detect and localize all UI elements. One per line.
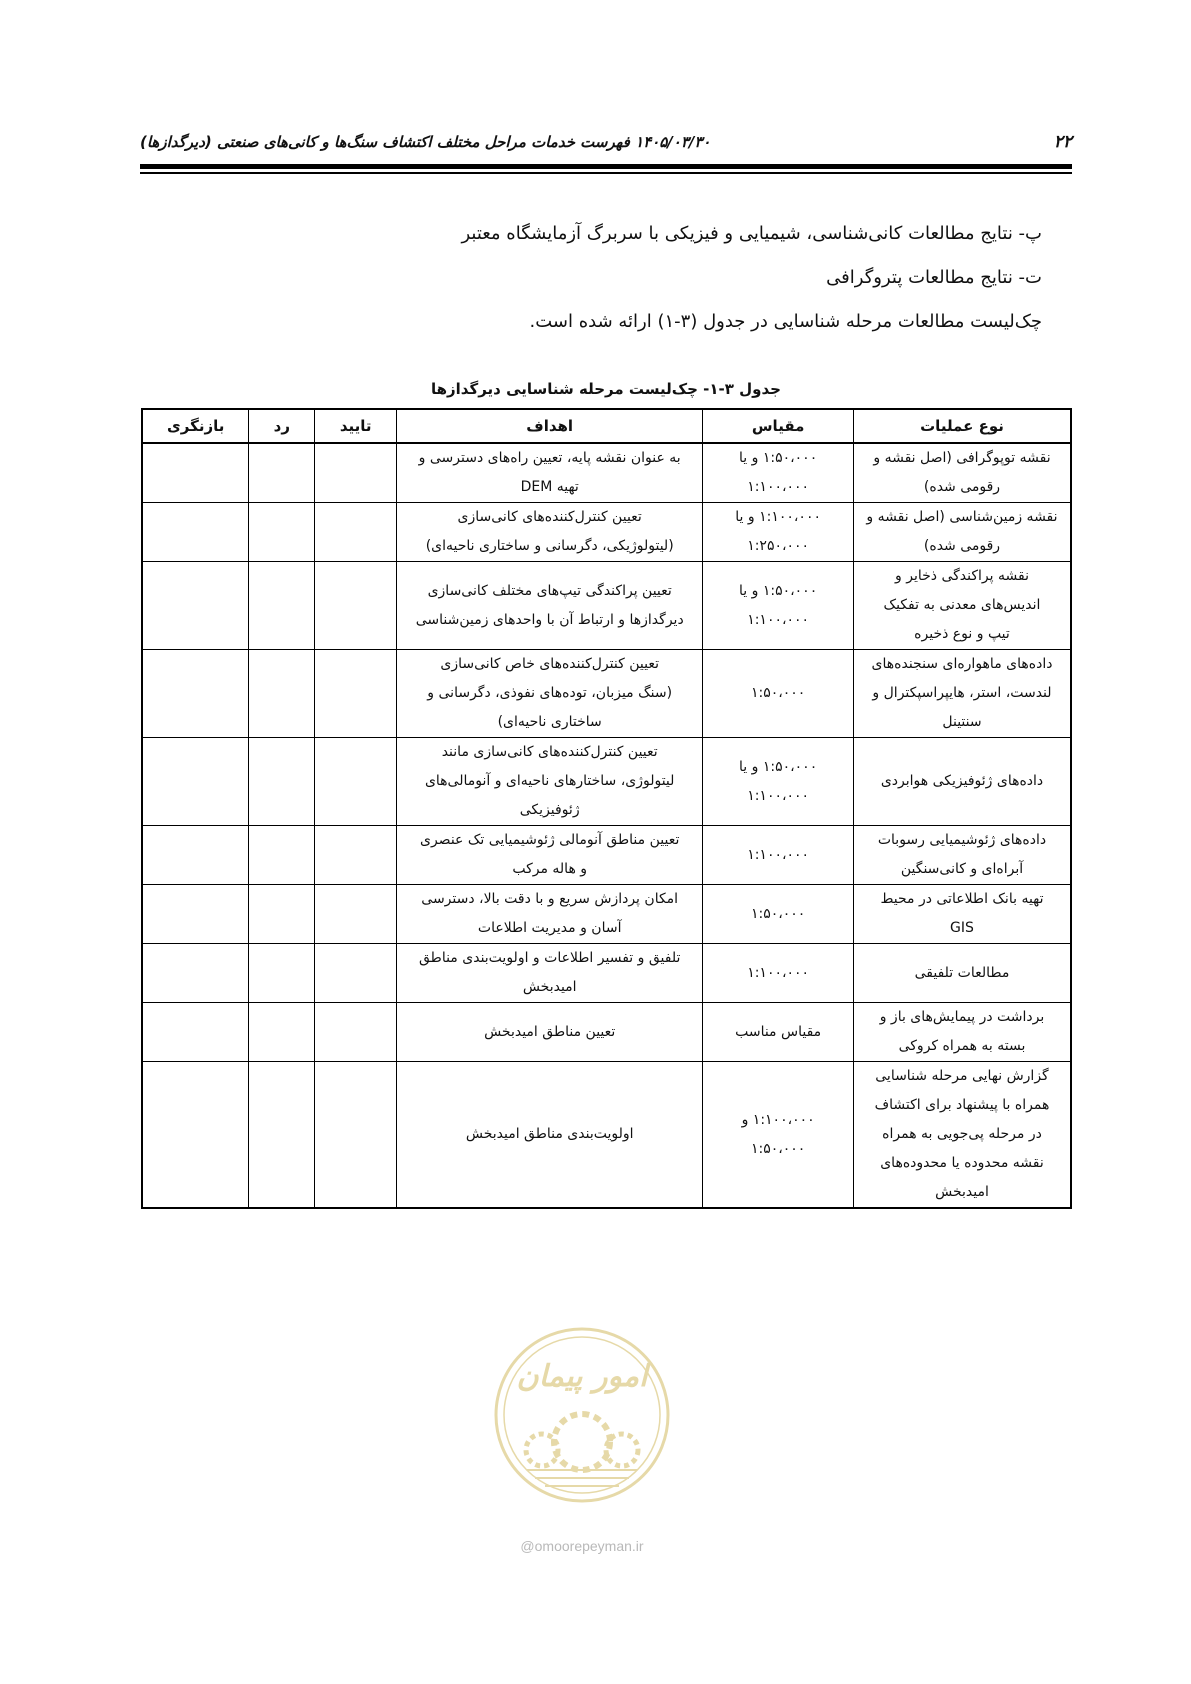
cell-operation	[853, 826, 1071, 885]
cell-goal-line: امکان پردازش سریع و با دقت بالا، دسترسی	[421, 891, 679, 907]
cell-scale	[703, 738, 854, 826]
cell-goal-line: تهیه DEM	[520, 479, 579, 495]
cell-operation-line: تیپ و نوع ذخیره	[914, 626, 1010, 642]
cell-goal-line: تعیین مناطق آنومالی ژئوشیمیایی تک عنصری	[420, 832, 680, 848]
cell-reject[interactable]	[249, 944, 315, 1003]
cell-review[interactable]	[142, 1062, 249, 1209]
cell-operation-line: تهیه بانک اطلاعاتی در محیط	[880, 891, 1044, 907]
cell-scale	[703, 443, 854, 503]
header-goal: اهداف	[397, 409, 703, 443]
cell-operation-line: در مرحله پی‌جویی به همراه	[882, 1126, 1042, 1142]
cell-reject[interactable]	[249, 1003, 315, 1062]
cell-goal-line: (سنگ میزبان، توده‌های نفوذی، دگرسانی و	[427, 685, 673, 701]
table-header-row	[142, 409, 1071, 443]
cell-scale-line: ۱:۱۰۰،۰۰۰ و	[741, 1111, 815, 1128]
cell-scale-line: ۱:۱۰۰،۰۰۰	[747, 787, 810, 804]
cell-goal-line: تلفیق و تفسیر اطلاعات و اولویت‌بندی مناطق	[419, 950, 681, 966]
cell-scale-line: ۱:۱۰۰،۰۰۰ و یا	[735, 509, 821, 525]
cell-operation-line: اندیس‌های معدنی به تفکیک	[883, 597, 1041, 613]
cell-operation-line: آبراه‌ای و کانی‌سنگین	[900, 861, 1024, 877]
cell-goal	[397, 503, 703, 562]
cell-scale-line: مقیاس مناسب	[735, 1023, 822, 1040]
cell-reject[interactable]	[249, 826, 315, 885]
cell-approve[interactable]	[315, 1062, 397, 1209]
table-row	[142, 443, 1071, 503]
gear-icon	[554, 1414, 610, 1470]
cell-approve[interactable]	[315, 1003, 397, 1062]
cell-goal-line: تعیین مناطق امیدبخش	[484, 1023, 616, 1040]
cell-operation	[853, 1003, 1071, 1062]
cell-goal	[397, 826, 703, 885]
cell-operation-line: لندست، استر، هایپراسپکترال و	[872, 685, 1052, 701]
cell-scale-line: ۱:۵۰،۰۰۰ و یا	[739, 758, 818, 775]
cell-operation-line: سنتینل	[942, 714, 982, 730]
cell-scale-line: ۱:۵۰،۰۰۰	[750, 1140, 806, 1157]
cell-operation-line: نقشه توپوگرافی (اصل نقشه و	[873, 450, 1051, 466]
cell-approve[interactable]	[315, 650, 397, 738]
cell-goal	[397, 885, 703, 944]
watermark-logo	[487, 1320, 677, 1510]
cell-operation-line: داده‌های ژئوفیزیکی هوابردی	[880, 773, 1044, 789]
cell-approve[interactable]	[315, 503, 397, 562]
cell-operation-line: مطالعات تلفیقی	[914, 964, 1010, 981]
cell-operation-line: نقشه زمین‌شناسی (اصل نقشه و	[866, 509, 1058, 525]
cell-operation	[853, 443, 1071, 503]
cell-goal-line: امیدبخش	[522, 979, 577, 995]
table-row	[142, 1062, 1071, 1209]
cell-goal	[397, 1003, 703, 1062]
header-rule-thin	[140, 172, 1072, 174]
header-reject: رد	[249, 409, 315, 443]
cell-review[interactable]	[142, 944, 249, 1003]
header-scale: مقیاس	[703, 409, 854, 443]
cell-scale	[703, 885, 854, 944]
cell-goal-line: دیرگدازها و ارتباط آن با واحدهای زمین‌شناسی	[415, 611, 684, 628]
header-approve: تایید	[315, 409, 397, 443]
list-item-p: پ- نتایج مطالعات کانی‌شناسی، شیمیایی و فیزیکی با سربرگ آزمایشگاه معتبر	[461, 223, 1042, 244]
body-paragraph: چک‌لیست مطالعات مرحله شناسایی در جدول (۳-۱) ارائه شده است.	[529, 311, 1042, 332]
cell-reject[interactable]	[249, 503, 315, 562]
cell-scale	[703, 1003, 854, 1062]
watermark-logo-text: امور پیمان	[516, 1359, 648, 1394]
table-body	[142, 443, 1071, 1208]
cell-review[interactable]	[142, 650, 249, 738]
cell-operation-line: بسته به همراه کروکی	[898, 1038, 1026, 1054]
checklist-table	[141, 408, 1072, 1209]
table-row	[142, 503, 1071, 562]
cell-approve[interactable]	[315, 738, 397, 826]
cell-reject[interactable]	[249, 1062, 315, 1209]
cell-scale	[703, 650, 854, 738]
cell-scale-line: ۱:۵۰،۰۰۰	[750, 685, 806, 701]
table-row	[142, 738, 1071, 826]
cell-approve[interactable]	[315, 562, 397, 650]
cell-goal-line: آسان و مدیریت اطلاعات	[477, 920, 622, 936]
header-review: بازنگری	[142, 409, 249, 443]
cell-operation-line: داده‌های ماهواره‌ای سنجنده‌های	[871, 656, 1053, 672]
cell-review[interactable]	[142, 826, 249, 885]
cell-reject[interactable]	[249, 738, 315, 826]
cell-scale	[703, 944, 854, 1003]
cell-scale	[703, 1062, 854, 1209]
watermark-site: @omoorepeyman.ir	[520, 1538, 644, 1554]
watermark-ring-icon	[496, 1329, 668, 1501]
cell-goal	[397, 650, 703, 738]
cell-scale-line: ۱:۵۰،۰۰۰ و یا	[739, 450, 818, 466]
cell-operation-line: GIS	[950, 920, 974, 936]
cell-goal	[397, 562, 703, 650]
cell-goal-line: لیتولوژی، ساختارهای ناحیه‌ای و آنومالی‌های	[424, 773, 675, 789]
header-operation: نوع عملیات	[853, 409, 1071, 443]
table-row	[142, 885, 1071, 944]
cell-goal-line: (لیتولوژیکی، دگرسانی و ساختاری ناحیه‌ای)	[425, 538, 674, 554]
cell-approve[interactable]	[315, 443, 397, 503]
cell-approve[interactable]	[315, 826, 397, 885]
cell-operation	[853, 944, 1071, 1003]
cell-goal-line: تعیین کنترل‌کننده‌های کانی‌سازی مانند	[441, 744, 658, 760]
table-row	[142, 562, 1071, 650]
cell-operation-line: نقشه پراکندگی ذخایر و	[895, 568, 1029, 584]
cell-operation-line: داده‌های ژئوشیمیایی رسوبات	[877, 832, 1047, 848]
cell-goal-line: تعیین کنترل‌کننده‌های کانی‌سازی	[457, 509, 642, 525]
cell-operation-line: رقومی شده)	[923, 538, 1001, 554]
cell-operation-line: رقومی شده)	[923, 479, 1001, 495]
cell-reject[interactable]	[249, 443, 315, 503]
cell-approve[interactable]	[315, 944, 397, 1003]
cell-scale-line: ۱:۱۰۰،۰۰۰	[747, 846, 810, 863]
cell-operation	[853, 1062, 1071, 1209]
page-header	[140, 128, 1072, 162]
cell-goal	[397, 738, 703, 826]
cell-reject[interactable]	[249, 650, 315, 738]
running-title: ۱۴۰۵/۰۳/۳۰ فهرست خدمات مراحل مختلف اکتشاف سنگ‌ها و کانی‌های صنعتی (دیرگدازها)	[140, 133, 711, 151]
cell-operation	[853, 738, 1071, 826]
cell-operation-line: امیدبخش	[935, 1184, 989, 1200]
page-number: ۲۲	[1053, 132, 1072, 152]
cell-review[interactable]	[142, 1003, 249, 1062]
cell-scale	[703, 503, 854, 562]
cell-scale-line: ۱:۵۰،۰۰۰	[750, 905, 806, 922]
cell-goal	[397, 1062, 703, 1209]
header-rule-thick	[140, 164, 1072, 169]
cell-scale-line: ۱:۱۰۰،۰۰۰	[747, 964, 810, 981]
body-text	[142, 212, 1042, 344]
cell-scale-line: ۱:۵۰،۰۰۰ و یا	[739, 582, 818, 599]
cell-reject[interactable]	[249, 562, 315, 650]
cell-goal-line: به عنوان نقشه پایه، تعیین راه‌های دسترسی و	[418, 450, 681, 466]
cell-operation-line: همراه با پیشنهاد برای اکتشاف	[874, 1097, 1050, 1113]
cell-scale	[703, 826, 854, 885]
cell-review[interactable]	[142, 503, 249, 562]
cell-goal-line: و هاله مرکب	[512, 861, 588, 877]
cell-goal	[397, 443, 703, 503]
cell-reject[interactable]	[249, 885, 315, 944]
table-row	[142, 1003, 1071, 1062]
cell-scale	[703, 562, 854, 650]
cell-goal-line: ساختاری ناحیه‌ای)	[497, 714, 602, 730]
cell-operation-line: برداشت در پیمایش‌های باز و	[879, 1009, 1045, 1025]
cell-review[interactable]	[142, 885, 249, 944]
cell-goal-line: ژئوفیزیکی	[519, 802, 580, 818]
table-caption: جدول ۳-۱- چک‌لیست مرحله شناسایی دیرگدازها	[431, 380, 781, 398]
table-row	[142, 944, 1071, 1003]
cell-goal	[397, 944, 703, 1003]
cell-review[interactable]	[142, 562, 249, 650]
cell-goal-line: اولویت‌بندی مناطق امیدبخش	[465, 1126, 634, 1142]
cell-operation	[853, 650, 1071, 738]
cell-goal-line: تعیین پراکندگی تیپ‌های مختلف کانی‌سازی	[427, 582, 672, 599]
cell-operation-line: گزارش نهایی مرحله شناسایی	[875, 1068, 1049, 1084]
cell-review[interactable]	[142, 738, 249, 826]
table-row	[142, 650, 1071, 738]
cell-approve[interactable]	[315, 885, 397, 944]
cell-scale-line: ۱:۱۰۰،۰۰۰	[747, 611, 810, 628]
cell-scale-line: ۱:۱۰۰،۰۰۰	[747, 479, 810, 495]
cell-operation	[853, 503, 1071, 562]
cell-review[interactable]	[142, 443, 249, 503]
table-row	[142, 826, 1071, 885]
cell-goal-line: تعیین کنترل‌کننده‌های خاص کانی‌سازی	[440, 656, 659, 672]
cell-scale-line: ۱:۲۵۰،۰۰۰	[747, 538, 810, 554]
list-item-t: ت- نتایج مطالعات پتروگرافی	[826, 267, 1042, 288]
cell-operation	[853, 885, 1071, 944]
cell-operation-line: نقشه محدوده یا محدوده‌های	[880, 1155, 1044, 1171]
cell-operation	[853, 562, 1071, 650]
